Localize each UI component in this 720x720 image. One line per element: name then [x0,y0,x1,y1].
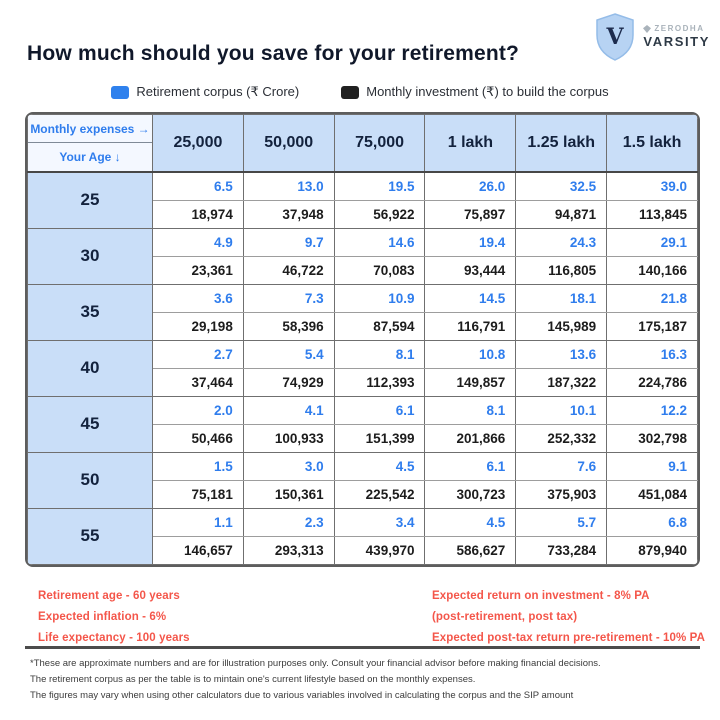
footer-divider [25,646,700,649]
varsity-shield-icon [595,13,635,61]
investment-value-cell: 87,594 [334,312,425,340]
retirement-table-wrapper [25,112,700,567]
assumption-text: Expected return on investment - 8% PA [432,590,650,602]
corpus-value-cell: 10.8 [425,340,516,368]
corpus-row [28,452,698,480]
page-title: How much should you save for your retirement? [27,42,520,65]
investment-value-cell: 146,657 [153,536,244,564]
investment-value-cell: 100,933 [243,424,334,452]
corpus-value-cell: 3.0 [243,452,334,480]
investment-value-cell: 150,361 [243,480,334,508]
investment-value-cell: 586,627 [425,536,516,564]
investment-value-cell: 56,922 [334,200,425,228]
svg-text:V: V [606,24,624,50]
corpus-value-cell: 6.5 [153,172,244,200]
corpus-value-cell: 2.3 [243,508,334,536]
corpus-row [28,228,698,256]
investment-value-cell: 149,857 [425,368,516,396]
legend-swatch-icon [341,86,359,99]
corpus-value-cell: 7.6 [516,452,607,480]
corpus-value-cell: 1.1 [153,508,244,536]
corpus-value-cell: 10.9 [334,284,425,312]
corpus-value-cell: 6.8 [607,508,698,536]
legend-swatch-icon [111,86,129,99]
investment-value-cell: 733,284 [516,536,607,564]
corpus-value-cell: 6.1 [334,396,425,424]
investment-value-cell: 18,974 [153,200,244,228]
investment-value-cell: 187,322 [516,368,607,396]
corpus-value-cell: 16.3 [607,340,698,368]
investment-value-cell: 93,444 [425,256,516,284]
corpus-row [28,172,698,200]
assumption-text: (post-retirement, post tax) [432,611,578,623]
retirement-table [27,114,698,565]
monthly-expenses-label: Monthly expenses → [28,115,152,143]
assumptions-left [38,590,190,644]
investment-value-cell: 201,866 [425,424,516,452]
investment-value-cell: 151,399 [334,424,425,452]
corpus-value-cell: 3.4 [334,508,425,536]
investment-value-cell: 70,083 [334,256,425,284]
corpus-value-cell: 26.0 [425,172,516,200]
corpus-value-cell: 14.6 [334,228,425,256]
zerodha-kite-icon [643,25,651,33]
assumption-text: Retirement age - 60 years [38,590,180,602]
age-cell: 40 [28,340,153,396]
age-cell: 55 [28,508,153,564]
investment-value-cell: 879,940 [607,536,698,564]
your-age-label: Your Age ↓ [59,150,121,164]
column-header: 1.25 lakh [516,115,607,173]
investment-value-cell: 58,396 [243,312,334,340]
corpus-value-cell: 3.6 [153,284,244,312]
corpus-value-cell: 4.5 [425,508,516,536]
legend-item [341,84,608,100]
investment-value-cell: 175,187 [607,312,698,340]
corpus-row [28,508,698,536]
corpus-value-cell: 14.5 [425,284,516,312]
investment-value-cell: 94,871 [516,200,607,228]
legend [0,84,720,100]
corpus-value-cell: 1.5 [153,452,244,480]
investment-value-cell: 112,393 [334,368,425,396]
investment-value-cell: 145,989 [516,312,607,340]
zerodha-wordmark: ZERODHA [643,24,710,34]
investment-value-cell: 74,929 [243,368,334,396]
corpus-row [28,396,698,424]
investment-value-cell: 113,845 [607,200,698,228]
investment-value-cell: 224,786 [607,368,698,396]
corpus-value-cell: 9.7 [243,228,334,256]
investment-value-cell: 439,970 [334,536,425,564]
column-header: 25,000 [153,115,244,173]
corpus-value-cell: 13.6 [516,340,607,368]
footnotes [30,658,601,701]
investment-value-cell: 23,361 [153,256,244,284]
corpus-value-cell: 4.1 [243,396,334,424]
investment-value-cell: 300,723 [425,480,516,508]
corpus-value-cell: 21.8 [607,284,698,312]
investment-value-cell: 37,464 [153,368,244,396]
column-header: 50,000 [243,115,334,173]
corpus-value-cell: 32.5 [516,172,607,200]
corpus-value-cell: 2.7 [153,340,244,368]
column-header: 1 lakh [425,115,516,173]
investment-value-cell: 29,198 [153,312,244,340]
investment-value-cell: 116,805 [516,256,607,284]
corpus-value-cell: 6.1 [425,452,516,480]
assumption-text: Life expectancy - 100 years [38,632,190,644]
corpus-value-cell: 5.7 [516,508,607,536]
age-cell: 35 [28,284,153,340]
investment-value-cell: 225,542 [334,480,425,508]
corpus-value-cell: 12.2 [607,396,698,424]
corpus-row [28,284,698,312]
investment-value-cell: 252,332 [516,424,607,452]
corner-cell [28,115,153,173]
varsity-logo [595,13,710,61]
investment-value-cell: 75,181 [153,480,244,508]
footnote-text: The retirement corpus as per the table is to mintain one's current lifestyle based on the monthly expenses. [30,674,476,685]
footnote-text: *These are approximate numbers and are for illustration purposes only. Consult your financial advisor before making financial decisions. [30,658,601,669]
expense-header-row [28,115,698,173]
age-cell: 30 [28,228,153,284]
assumption-text: Expected inflation - 6% [38,611,167,623]
corpus-value-cell: 24.3 [516,228,607,256]
corpus-value-cell: 4.5 [334,452,425,480]
corpus-value-cell: 8.1 [425,396,516,424]
investment-value-cell: 37,948 [243,200,334,228]
footnote-text: The figures may vary when using other calculators due to various variables involved in calculating the corpus and the SIP amount [30,690,574,701]
investment-value-cell: 293,313 [243,536,334,564]
corpus-value-cell: 18.1 [516,284,607,312]
legend-item [111,84,299,100]
corpus-value-cell: 8.1 [334,340,425,368]
investment-value-cell: 75,897 [425,200,516,228]
brand-text [643,24,710,50]
legend-label: Retirement corpus (₹ Crore) [136,84,300,99]
corpus-value-cell: 2.0 [153,396,244,424]
corpus-value-cell: 13.0 [243,172,334,200]
corpus-row [28,340,698,368]
age-cell: 45 [28,396,153,452]
assumption-text: Expected post-tax return pre-retirement - 10% PA [432,632,705,644]
table-body [28,172,698,564]
corpus-value-cell: 9.1 [607,452,698,480]
investment-value-cell: 116,791 [425,312,516,340]
corpus-value-cell: 4.9 [153,228,244,256]
assumptions-right [432,590,705,644]
investment-value-cell: 302,798 [607,424,698,452]
column-header: 75,000 [334,115,425,173]
corpus-value-cell: 5.4 [243,340,334,368]
column-header: 1.5 lakh [607,115,698,173]
corpus-value-cell: 10.1 [516,396,607,424]
investment-value-cell: 50,466 [153,424,244,452]
legend-label: Monthly investment (₹) to build the corpus [366,84,609,99]
corpus-value-cell: 29.1 [607,228,698,256]
investment-value-cell: 46,722 [243,256,334,284]
investment-value-cell: 140,166 [607,256,698,284]
corpus-value-cell: 19.5 [334,172,425,200]
corpus-value-cell: 39.0 [607,172,698,200]
corpus-value-cell: 7.3 [243,284,334,312]
corpus-value-cell: 19.4 [425,228,516,256]
age-cell: 25 [28,172,153,228]
varsity-wordmark: VARSITY [643,33,710,49]
investment-value-cell: 375,903 [516,480,607,508]
investment-value-cell: 451,084 [607,480,698,508]
age-cell: 50 [28,452,153,508]
